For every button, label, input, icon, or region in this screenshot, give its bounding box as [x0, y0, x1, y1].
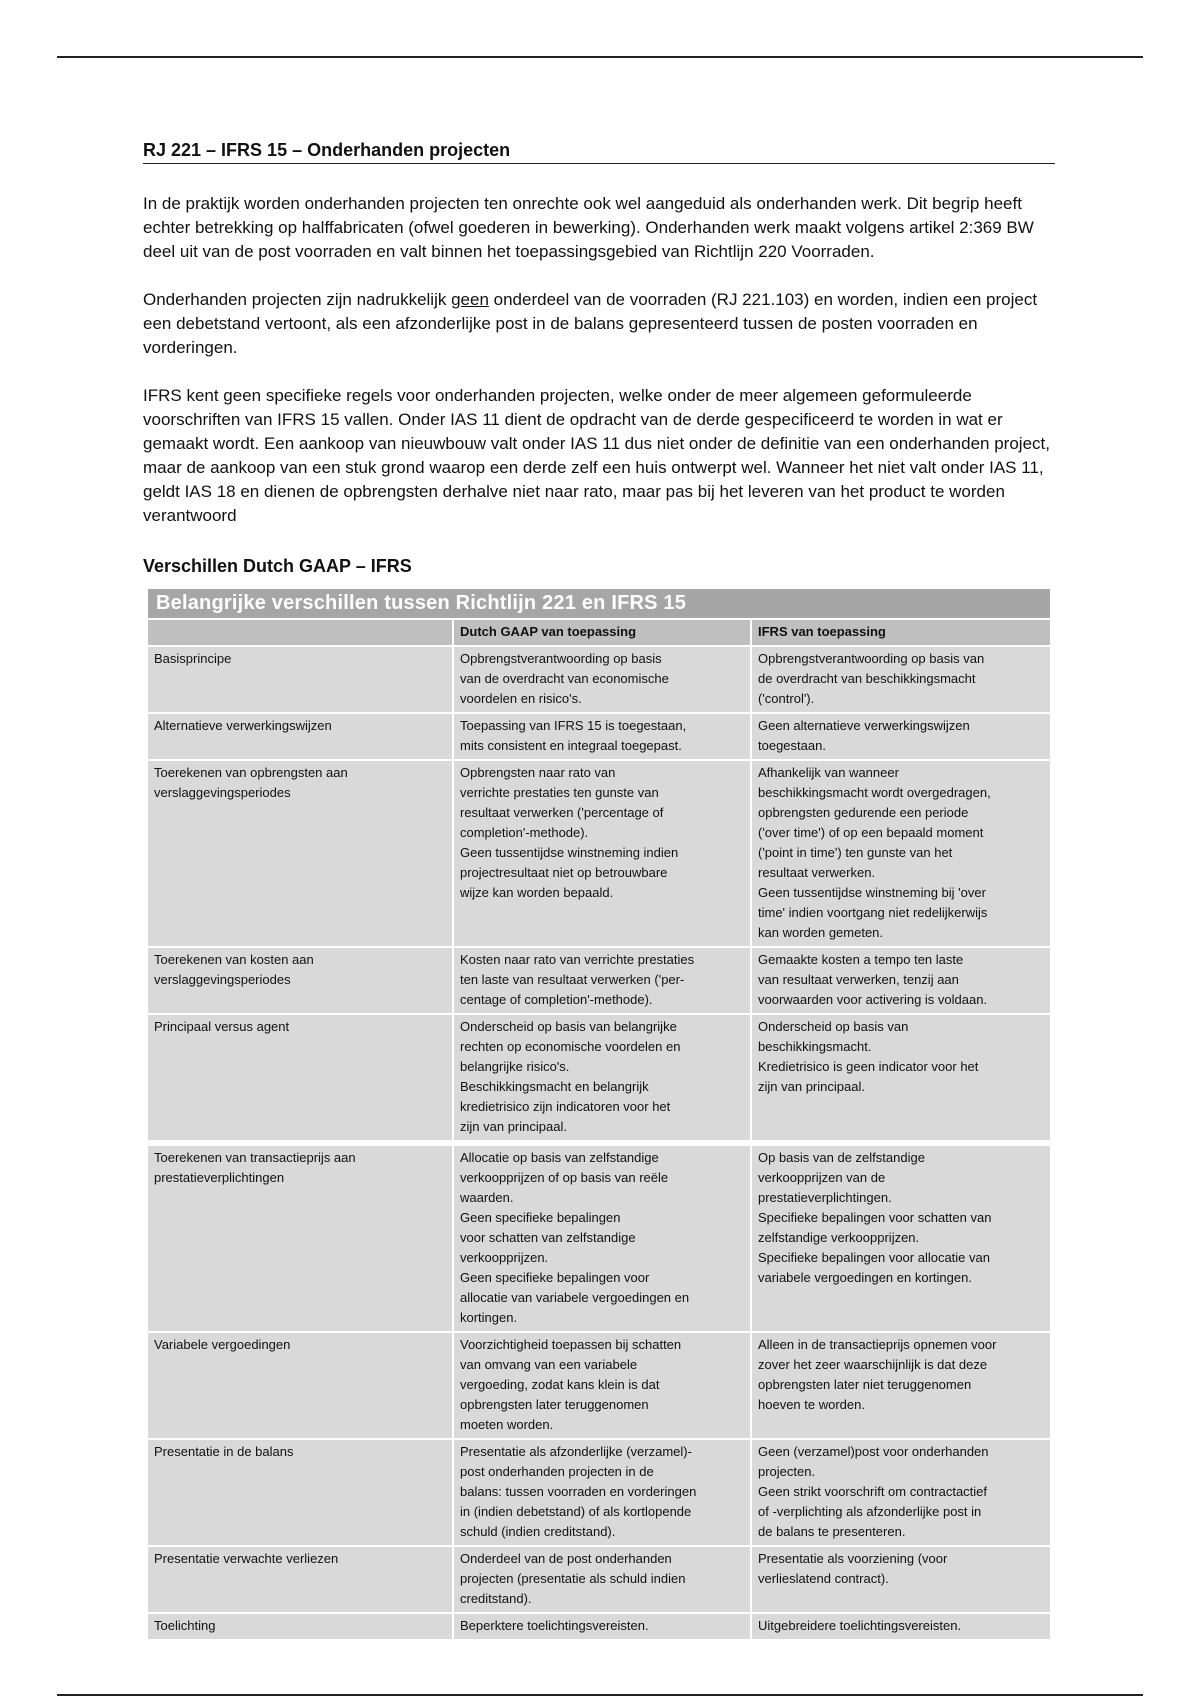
cell-ifrs: [750, 647, 1050, 712]
cell-topic: [148, 1015, 452, 1140]
cell-line: Presentatie als afzonderlijke (verzamel)-: [460, 1444, 692, 1459]
cell-line: wijze kan worden bepaald.: [460, 885, 614, 900]
cell-line: van resultaat verwerken, tenzij aan: [758, 972, 959, 987]
cell-line: verrichte prestaties ten gunste van: [460, 785, 659, 800]
cell-line: verkoopprijzen.: [460, 1250, 549, 1265]
cell-line: kan worden gemeten.: [758, 925, 884, 940]
cell-dutch-gaap: [452, 714, 750, 759]
cell-line: Kredietrisico is geen indicator voor het: [758, 1059, 979, 1074]
document-body: [143, 140, 1055, 1639]
table-title: Belangrijke verschillen tussen Richtlijn 221 en IFRS 15: [148, 589, 1050, 618]
cell-line: Alternatieve verwerkingswijzen: [154, 718, 332, 733]
cell-line: Presentatie als voorziening (voor: [758, 1551, 948, 1566]
cell-line: de balans te presenteren.: [758, 1524, 906, 1539]
cell-line: Specifieke bepalingen voor allocatie van: [758, 1250, 990, 1265]
cell-line: Onderscheid op basis van belangrijke: [460, 1019, 677, 1034]
cell-line: prestatieverplichtingen.: [758, 1190, 892, 1205]
cell-line: moeten worden.: [460, 1417, 554, 1432]
cell-line: Geen specifieke bepalingen voor: [460, 1270, 650, 1285]
cell-line: in (indien debetstand) of als kortlopende: [460, 1504, 692, 1519]
cell-line: verlieslatend contract).: [758, 1571, 889, 1586]
cell-line: Geen tussentijdse winstneming indien: [460, 845, 679, 860]
cell-line: beschikkingsmacht wordt overgedragen,: [758, 785, 991, 800]
table-row: [148, 1140, 1050, 1331]
cell-line: kredietrisico zijn indicatoren voor het: [460, 1099, 671, 1114]
cell-topic: [148, 761, 452, 946]
table-header-row: [148, 618, 1050, 645]
cell-line: Opbrengstverantwoording op basis: [460, 651, 662, 666]
cell-line: hoeven te worden.: [758, 1397, 865, 1412]
table-row: [148, 645, 1050, 712]
cell-line: waarden.: [460, 1190, 514, 1205]
cell-line: Principaal versus agent: [154, 1019, 290, 1034]
cell-topic: [148, 1146, 452, 1331]
table-body: [148, 645, 1050, 1639]
cell-dutch-gaap: [452, 1015, 750, 1140]
cell-ifrs: [750, 1015, 1050, 1140]
cell-line: Onderdeel van de post onderhanden: [460, 1551, 672, 1566]
cell-line: of -verplichting als afzonderlijke post in: [758, 1504, 982, 1519]
cell-line: Geen tussentijdse winstneming bij 'over: [758, 885, 986, 900]
header-cell-dutch-gaap: Dutch GAAP van toepassing: [452, 620, 750, 645]
paragraph-text: Onderhanden projecten zijn nadrukkelijk: [143, 290, 452, 309]
cell-line: time' indien voortgang niet redelijkerwijs: [758, 905, 988, 920]
cell-dutch-gaap: [452, 647, 750, 712]
cell-line: ('point in time') ten gunste van het: [758, 845, 953, 860]
cell-line: resultaat verwerken ('percentage of: [460, 805, 664, 820]
cell-line: van omvang van een variabele: [460, 1357, 638, 1372]
comparison-table: [148, 589, 1050, 1639]
cell-line: Beschikkingsmacht en belangrijk: [460, 1079, 649, 1094]
cell-dutch-gaap: [452, 1614, 750, 1639]
cell-line: Opbrengstverantwoording op basis van: [758, 651, 985, 666]
cell-line: Kosten naar rato van verrichte prestaties: [460, 952, 695, 967]
cell-line: Onderscheid op basis van: [758, 1019, 909, 1034]
cell-ifrs: [750, 1440, 1050, 1545]
cell-line: Alleen in de transactieprijs opnemen voor: [758, 1337, 997, 1352]
cell-line: kortingen.: [460, 1310, 518, 1325]
cell-line: vergoeding, zodat kans klein is dat: [460, 1377, 660, 1392]
cell-line: Afhankelijk van wanneer: [758, 765, 899, 780]
cell-line: Toerekenen van transactieprijs aan: [154, 1150, 356, 1165]
cell-line: creditstand).: [460, 1591, 532, 1606]
cell-line: zijn van principaal.: [758, 1079, 865, 1094]
cell-dutch-gaap: [452, 948, 750, 1013]
underlined-word: geen: [451, 290, 489, 309]
table-row: [148, 1438, 1050, 1545]
table-row: [148, 712, 1050, 759]
cell-line: Toelichting: [154, 1618, 216, 1633]
cell-line: projecten.: [758, 1464, 816, 1479]
cell-line: van de overdracht van economische: [460, 671, 669, 686]
cell-line: rechten op economische voordelen en: [460, 1039, 681, 1054]
table-row: [148, 1612, 1050, 1639]
cell-line: Op basis van de zelfstandige: [758, 1150, 925, 1165]
table-row: [148, 946, 1050, 1013]
cell-line: allocatie van variabele vergoedingen en: [460, 1290, 690, 1305]
cell-topic: [148, 714, 452, 759]
cell-ifrs: [750, 948, 1050, 1013]
table-row: [148, 1331, 1050, 1438]
cell-line: zijn van principaal.: [460, 1119, 567, 1134]
cell-dutch-gaap: [452, 1333, 750, 1438]
table-row: [148, 1013, 1050, 1140]
cell-line: schuld (indien creditstand).: [460, 1524, 616, 1539]
cell-topic: [148, 1614, 452, 1639]
cell-line: voor schatten van zelfstandige: [460, 1230, 636, 1245]
cell-line: verslaggevingsperiodes: [154, 785, 291, 800]
cell-line: Toerekenen van opbrengsten aan: [154, 765, 348, 780]
cell-line: Geen strikt voorschrift om contractactief: [758, 1484, 988, 1499]
cell-line: projecten (presentatie als schuld indien: [460, 1571, 686, 1586]
cell-line: resultaat verwerken.: [758, 865, 876, 880]
cell-line: Specifieke bepalingen voor schatten van: [758, 1210, 992, 1225]
cell-line: zover het zeer waarschijnlijk is dat deze: [758, 1357, 988, 1372]
header-cell-ifrs: IFRS van toepassing: [750, 620, 1050, 645]
cell-line: post onderhanden projecten in de: [460, 1464, 654, 1479]
section-heading: RJ 221 – IFRS 15 – Onderhanden projecten: [143, 140, 1055, 164]
cell-ifrs: [750, 1333, 1050, 1438]
cell-topic: [148, 948, 452, 1013]
cell-ifrs: [750, 761, 1050, 946]
cell-line: centage of completion'-methode).: [460, 992, 653, 1007]
cell-ifrs: [750, 1547, 1050, 1612]
cell-line: prestatieverplichtingen: [154, 1170, 285, 1185]
cell-topic: [148, 647, 452, 712]
cell-line: Geen alternatieve verwerkingswijzen: [758, 718, 970, 733]
table-row: [148, 759, 1050, 946]
cell-line: de overdracht van beschikkingsmacht: [758, 671, 976, 686]
page-top-rule: [57, 56, 1143, 58]
cell-line: voorwaarden voor activering is voldaan.: [758, 992, 988, 1007]
cell-line: Geen specifieke bepalingen: [460, 1210, 621, 1225]
cell-line: Toerekenen van kosten aan: [154, 952, 314, 967]
cell-line: voordelen en risico's.: [460, 691, 582, 706]
cell-line: Gemaakte kosten a tempo ten laste: [758, 952, 964, 967]
cell-line: Presentatie verwachte verliezen: [154, 1551, 339, 1566]
cell-line: Presentatie in de balans: [154, 1444, 294, 1459]
subheading-verschillen: Verschillen Dutch GAAP – IFRS: [143, 556, 412, 576]
cell-line: Variabele vergoedingen: [154, 1337, 291, 1352]
cell-line: toegestaan.: [758, 738, 826, 753]
cell-line: completion'-methode).: [460, 825, 589, 840]
cell-ifrs: [750, 1614, 1050, 1639]
cell-line: ten laste van resultaat verwerken ('per-: [460, 972, 685, 987]
cell-line: Basisprincipe: [154, 651, 232, 666]
paragraph-text: onderdeel van de voorraden (RJ 221.103) en worden, indien een project een debetstand vertoont, als een afzonderlijke post in de balans gepresenteerd tussen de posten voorraden en vorderingen.: [143, 290, 1038, 357]
cell-dutch-gaap: [452, 1547, 750, 1612]
cell-line: verslaggevingsperiodes: [154, 972, 291, 987]
cell-line: verkoopprijzen van de: [758, 1170, 886, 1185]
cell-line: projectresultaat niet op betrouwbare: [460, 865, 668, 880]
cell-line: zelfstandige verkoopprijzen.: [758, 1230, 920, 1245]
paragraph-voorraden: [143, 288, 1055, 360]
cell-line: Allocatie op basis van zelfstandige: [460, 1150, 659, 1165]
cell-line: ('over time') of op een bepaald moment: [758, 825, 984, 840]
cell-line: belangrijke risico's.: [460, 1059, 570, 1074]
cell-line: opbrengsten later niet teruggenomen: [758, 1377, 972, 1392]
header-cell-topic: [148, 620, 452, 645]
cell-dutch-gaap: [452, 1146, 750, 1331]
cell-line: ('control').: [758, 691, 815, 706]
cell-topic: [148, 1547, 452, 1612]
cell-line: verkoopprijzen of op basis van reële: [460, 1170, 669, 1185]
cell-line: opbrengsten later teruggenomen: [460, 1397, 649, 1412]
cell-line: Voorzichtigheid toepassen bij schatten: [460, 1337, 682, 1352]
cell-line: balans: tussen voorraden en vorderingen: [460, 1484, 697, 1499]
paragraph-onderhanden-werk: In de praktijk worden onderhanden projecten ten onrechte ook wel aangeduid als onderhanden werk. Dit begrip heeft echter betrekking op halffabricaten (ofwel goederen in bewerking). Onderhanden werk maakt volgens artikel 2:369 BW deel uit van de post voorraden en valt binnen het toepassingsgebied van Richtlijn 220 Voorraden.: [143, 194, 1034, 261]
cell-topic: [148, 1440, 452, 1545]
cell-line: Geen (verzamel)post voor onderhanden: [758, 1444, 989, 1459]
cell-ifrs: [750, 1146, 1050, 1331]
cell-dutch-gaap: [452, 1440, 750, 1545]
cell-line: variabele vergoedingen en kortingen.: [758, 1270, 972, 1285]
cell-dutch-gaap: [452, 761, 750, 946]
paragraph-ifrs: IFRS kent geen specifieke regels voor onderhanden projecten, welke onder de meer algemeen geformuleerde voorschriften van IFRS 15 vallen. Onder IAS 11 dient de opdracht van de derde gespecificeerd te worden in wat er gemaakt wordt. Een aankoop van nieuwbouw valt onder IAS 11 dus niet onder de definitie van een onderhanden project, maar de aankoop van een stuk grond waarop een derde zelf een huis ontwerpt wel. Wanneer het niet valt onder IAS 11, geldt IAS 18 en dienen de opbrengsten derhalve niet naar rato, maar pas bij het leveren van het product te worden verantwoord: [143, 386, 1050, 525]
cell-ifrs: [750, 714, 1050, 759]
cell-topic: [148, 1333, 452, 1438]
table-row: [148, 1545, 1050, 1612]
cell-line: Uitgebreidere toelichtingsvereisten.: [758, 1618, 962, 1633]
cell-line: opbrengsten gedurende een periode: [758, 805, 969, 820]
cell-line: Beperktere toelichtingsvereisten.: [460, 1618, 649, 1633]
cell-line: beschikkingsmacht.: [758, 1039, 872, 1054]
cell-line: Opbrengsten naar rato van: [460, 765, 616, 780]
cell-line: mits consistent en integraal toegepast.: [460, 738, 682, 753]
page-bottom-rule: [57, 1694, 1143, 1696]
cell-line: Toepassing van IFRS 15 is toegestaan,: [460, 718, 687, 733]
